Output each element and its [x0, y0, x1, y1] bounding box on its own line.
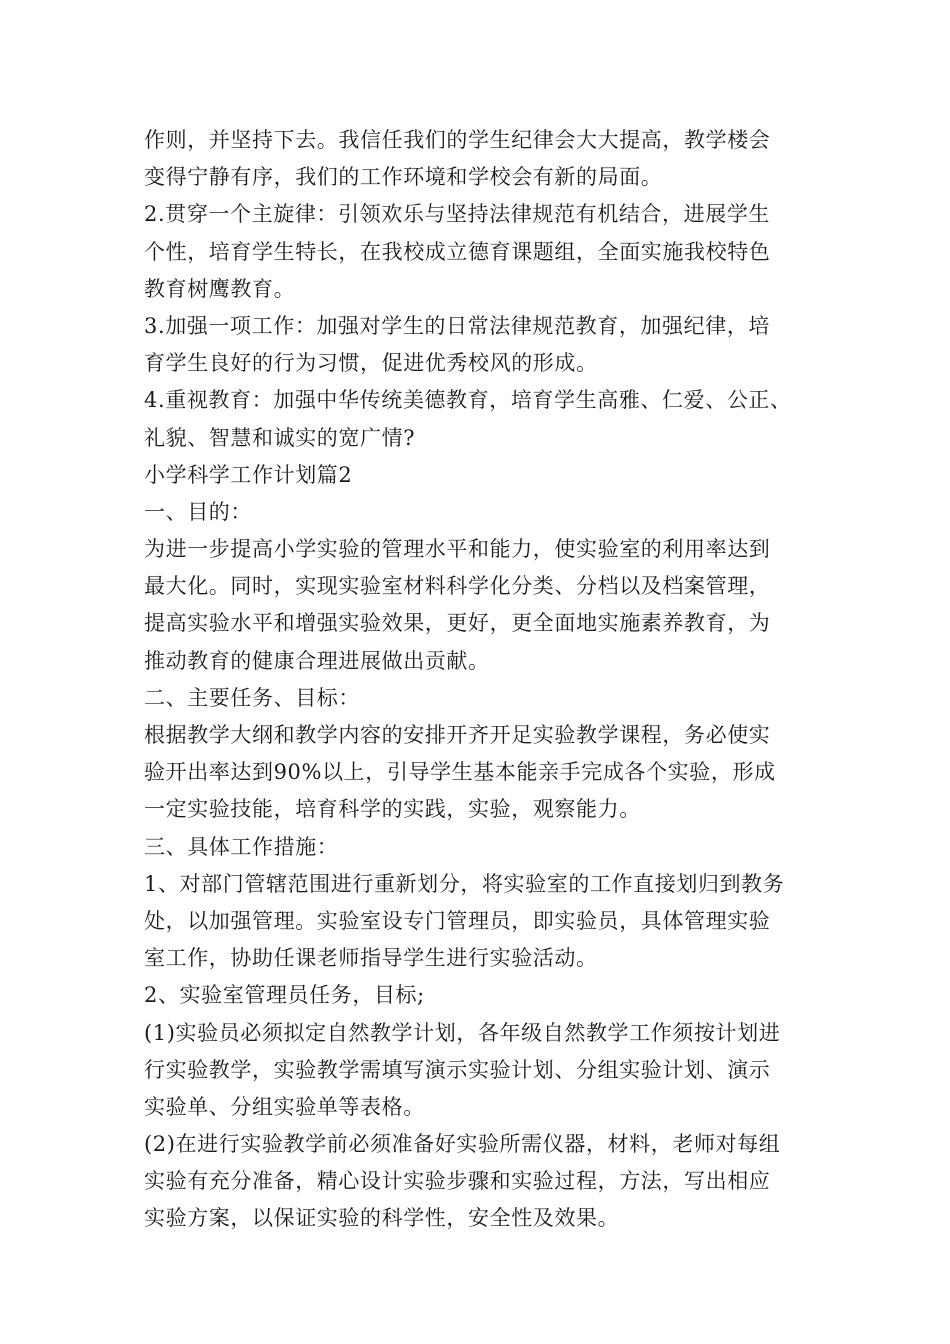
text-line: 实验方案，以保证实验的科学性，安全性及效果。: [144, 1206, 620, 1231]
text-line: 为进一步提高小学实验的管理水平和能力，使实验室的利用率达到: [144, 537, 771, 562]
text-line: 提高实验水平和增强实验效果，更好，更全面地实施素养教育，为: [144, 611, 771, 636]
text-line: 一定实验技能，培育科学的实践，实验，观察能力。: [144, 797, 641, 822]
text-line: 室工作，协助任课老师指导学生进行实验活动。: [144, 946, 598, 971]
text-line: (1)实验员必须拟定自然教学计划，各年级自然教学工作须按计划进: [144, 1020, 781, 1045]
text-line: 育学生良好的行为习惯，促进优秀校风的形成。: [144, 351, 598, 376]
text-line: 4.重视教育：加强中华传统美德教育，培育学生高雅、仁爱、公正、: [144, 388, 792, 413]
text-line: (2)在进行实验教学前必须准备好实验所需仪器，材料，老师对每组: [144, 1132, 781, 1157]
text-line: 教育树鹰教育。: [144, 276, 296, 301]
document-body: [144, 122, 834, 1238]
text-line: 变得宁静有序，我们的工作环境和学校会有新的局面。: [144, 165, 663, 190]
text-line: 行实验教学，实验教学需填写演示实验计划、分组实验计划、演示: [144, 1057, 771, 1082]
text-line: 作则，并坚持下去。我信任我们的学生纪律会大大提高，教学楼会: [144, 128, 771, 152]
text-line: 推动教育的健康合理进展做出贡献。: [144, 648, 490, 673]
text-line: 根据教学大纲和教学内容的安排开齐开足实验教学课程，务必使实: [144, 723, 771, 747]
text-line: 最大化。同时，实现实验室材料科学化分类、分档以及档案管理，: [144, 574, 771, 599]
text-line: 1、对部门管辖范围进行重新划分，将实验室的工作直接划归到教务: [144, 871, 785, 896]
text-line: 个性，培育学生特长，在我校成立德育课题组，全面实施我校特色: [144, 239, 771, 264]
text-line: 实验有充分准备，精心设计实验步骤和实验过程，方法，写出相应: [144, 1169, 771, 1194]
text-line: 二、主要任务、目标：: [144, 685, 360, 710]
text-line: 实验单、分组实验单等表格。: [144, 1094, 425, 1119]
text-line: 3.加强一项工作：加强对学生的日常法律规范教育，加强纪律，培: [144, 313, 771, 338]
section-heading: 小学科学工作计划篇2: [144, 462, 353, 487]
text-line: 三、具体工作措施：: [144, 834, 339, 859]
text-line: 验开出率达到90%以上，引导学生基本能亲手完成各个实验，形成: [144, 760, 776, 785]
text-line: 礼貌、智慧和诚实的宽广情?: [144, 425, 416, 450]
text-line: 2、实验室管理员任务，目标;: [144, 983, 425, 1008]
text-line: 2.贯穿一个主旋律：引领欢乐与坚持法律规范有机结合，进展学生: [144, 202, 771, 227]
text-line: 处，以加强管理。实验室设专门管理员，即实验员，具体管理实验: [144, 908, 771, 933]
text-line: 一、目的：: [144, 499, 252, 524]
